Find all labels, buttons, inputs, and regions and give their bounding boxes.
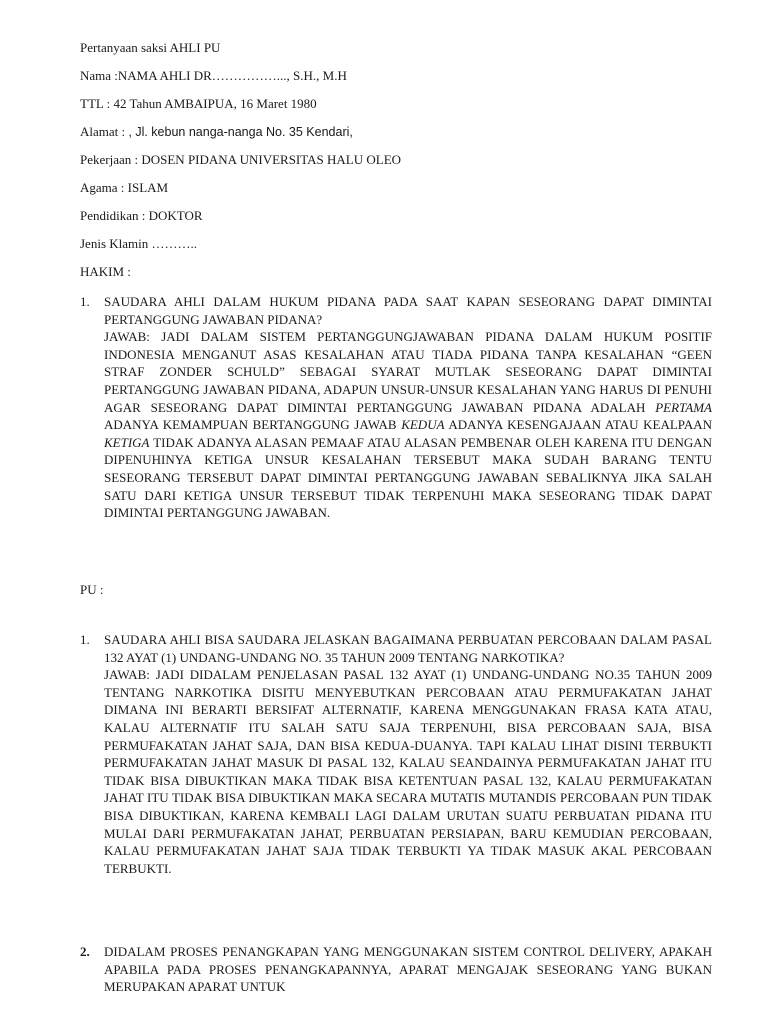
pu-label: PU : (80, 582, 104, 597)
pu-question-item (80, 943, 712, 996)
answer-emphasis: KETIGA (104, 434, 150, 450)
question-text: SAUDARA AHLI BISA SAUDARA JELASKAN BAGAIMANA PERBUATAN PERCOBAAN DALAM PASAL 132 AYAT (1) UNDANG-UNDANG NO. 35 TAHUN 2009 TENTANG NARKOTIKA? (104, 632, 712, 665)
question-text: DIDALAM PROSES PENANGKAPAN YANG MENGGUNAKAN SISTEM CONTROL DELIVERY, APAKAH APABILA PADA PROSES PENANGKAPANNYA, APARAT MENGAJAK SESEORANG YANG BUKAN MERUPAKAN APARAT UNTUK (104, 944, 712, 995)
field-pendidikan: Pendidikan : DOKTOR (80, 208, 203, 223)
answer-segment: ADANYA KESENGAJAAN ATAU KEALPAAN (444, 417, 712, 433)
alamat-label: Alamat : (80, 124, 129, 139)
answer-segment: TIDAK ADANYA ALASAN PEMAAF ATAU ALASAN PEMBENAR OLEH KARENA ITU DENGAN DIPENUHINYA KETIGA UNSUR KESALAHAN TERSEBUT MAKA SUDAH BARANG TENTU SESEORANG TERSEBUT DAPAT DIMINTAI PERTANGGUNG JAWABAN SEBALIKNYA JIKA SALAH SATU DARI KETIGA UNSUR TERSEBUT TIDAK TERPENUHI MAKA SESEORANG TIDAK DAPAT DIMINTAI PERTANGGUNG JAWABAN. (104, 434, 712, 521)
field-nama: Nama :NAMA AHLI DR……………..., S.H., M.H (80, 68, 347, 83)
item-number: 2. (80, 944, 90, 959)
field-pekerjaan: Pekerjaan : DOSEN PIDANA UNIVERSITAS HALU OLEO (80, 152, 402, 167)
item-number: 1. (80, 294, 90, 309)
answer-text (104, 328, 712, 522)
pu-question-item (80, 631, 712, 877)
answer-segment: JAWAB: JADI DALAM SISTEM PERTANGGUNGJAWABAN PIDANA DALAM HUKUM POSITIF INDONESIA MENGANUT ASAS KESALAHAN ATAU TIADA PIDANA TANPA KESALAHAN “GEEN STRAF ZONDER SCHULD” SEBAGAI SYARAT MUTLAK SESEORANG DAPAT DIMINTAI PERTANGGUNG JAWABAN PIDANA, ADAPUN UNSUR-UNSUR KESALAHAN YANG HARUS DI PENUHI AGAR SESEORANG DAPAT DIMINTAI PERTANGGUNG JAWABAN PIDANA ADALAH (104, 329, 712, 415)
document-title: Pertanyaan saksi AHLI PU (80, 40, 221, 55)
question-text: SAUDARA AHLI DALAM HUKUM PIDANA PADA SAAT KAPAN SESEORANG DAPAT DIMINTAI PERTANGGUNG JAWABAN PIDANA? (104, 294, 712, 327)
field-jenis-klamin: Jenis Klamin ……….. (80, 236, 197, 251)
answer-emphasis: KEDUA (401, 417, 445, 433)
hakim-label: HAKIM : (80, 264, 131, 279)
alamat-value: , Jl. kebun nanga-nanga No. 35 Kendari, (128, 125, 353, 139)
answer-emphasis: PERTAMA (655, 399, 712, 415)
field-ttl: TTL : 42 Tahun AMBAIPUA, 16 Maret 1980 (80, 96, 317, 111)
field-alamat (80, 124, 353, 140)
answer-text: JAWAB: JADI DIDALAM PENJELASAN PASAL 132 AYAT (1) UNDANG-UNDANG NO.35 TAHUN 2009 TENTANG NARKOTIKA DISITU MENYEBUTKAN PERCOBAAN ATAU PERMUFAKATAN JAHAT DIMANA INI BERARTI BERSIFAT ALTERNATIF, KARENA MENGGUNAKAN FRASA KATA ATAU, KALAU ALTERNATIF ITU SALAH SATU SAJA TERPENUHI, BISA PERCOBAAN SAJA, BISA PERMUFAKATAN JAHAT SAJA, DAN BISA KEDUA-DUANYA. TAPI KALAU LIHAT DISINI TERBUKTI PERMUFAKATAN JAHAT MASUK DI PASAL 132, KALAU SEANDAINYA PERMUFAKATAN JAHAT ITU TIDAK BISA DIBUKTIKAN MAKA TIDAK BISA KETENTUAN PASAL 132, KALAU PERMUFAKATAN JAHAT ITU TIDAK BISA DIBUKTIKAN MAKA SECARA MUTATIS MUTANDIS PERCOBAAN PUN TIDAK BISA DIBUKTIKAN, KARENA KEMBALI LAGI DALAM URUTAN SUATU PERBUATAN PIDANA ITU MULAI DARI PERMUFAKATAN JAHAT, PERBUATAN PERSIAPAN, BARU KEMUDIAN PERCOBAAN, KALAU PERMUFAKATAN JAHAT SAJA TIDAK TERBUKTI YA TIDAK MASUK AKAL PERCOBAAN TERBUKTI. (104, 667, 712, 876)
item-number: 1. (80, 632, 90, 647)
hakim-question-item (80, 293, 712, 522)
field-agama: Agama : ISLAM (80, 180, 169, 195)
answer-segment: ADANYA KEMAMPUAN BERTANGGUNG JAWAB (104, 417, 402, 433)
